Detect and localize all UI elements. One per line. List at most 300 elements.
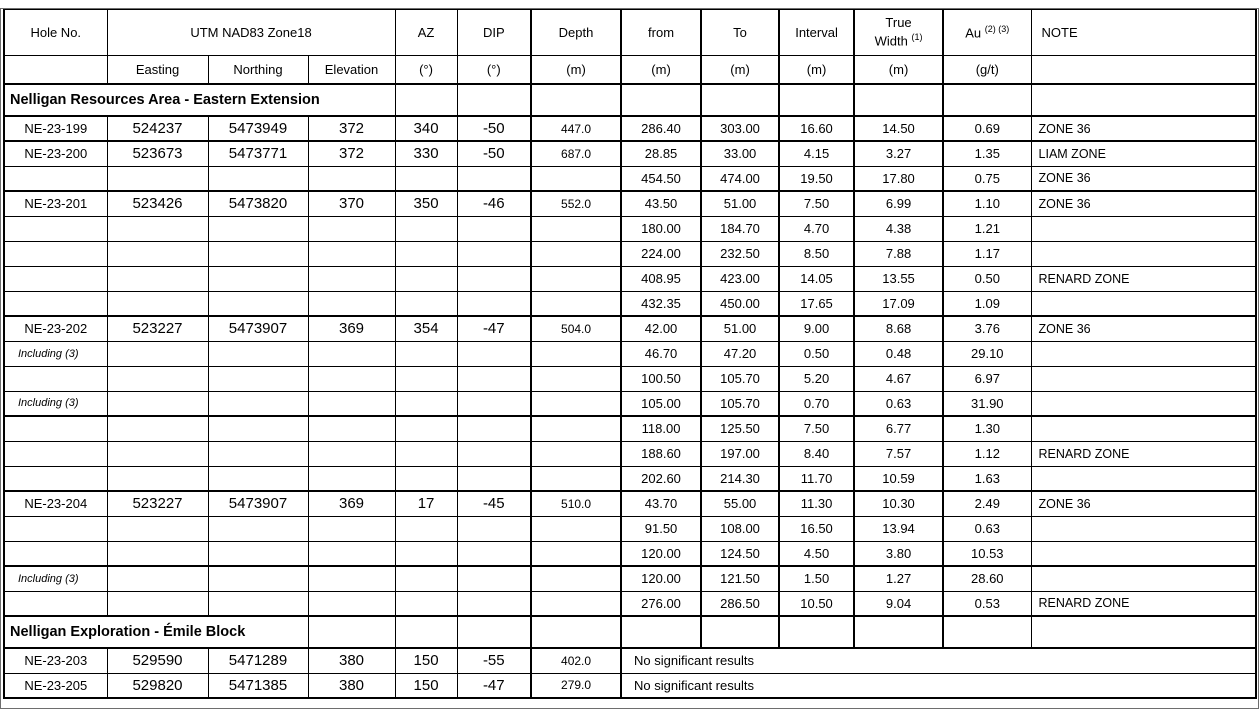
table-row xyxy=(4,266,1256,291)
header-row-units xyxy=(4,55,1256,84)
cell-az: 350 xyxy=(395,191,457,216)
cell-note: ZONE 36 xyxy=(1031,316,1256,341)
header-dip: DIP xyxy=(457,9,531,55)
cell-interval: 4.15 xyxy=(779,141,854,166)
table-header xyxy=(4,9,1256,84)
cell-au: 1.35 xyxy=(943,141,1031,166)
cell-az xyxy=(395,416,457,441)
cell-dip xyxy=(457,266,531,291)
cell-easting xyxy=(107,416,208,441)
cell-to: 303.00 xyxy=(701,116,779,141)
section-title: Nelligan Resources Area - Eastern Extension xyxy=(4,84,395,116)
cell-elevation xyxy=(308,541,395,566)
cell-elevation xyxy=(308,416,395,441)
cell-dip xyxy=(457,391,531,416)
cell-az: 330 xyxy=(395,141,457,166)
table-body xyxy=(4,84,1256,698)
cell-true_width: 10.30 xyxy=(854,491,943,516)
cell-dip xyxy=(457,166,531,191)
cell-hole xyxy=(4,441,107,466)
cell-to: 474.00 xyxy=(701,166,779,191)
cell-az xyxy=(395,516,457,541)
cell-note: ZONE 36 xyxy=(1031,191,1256,216)
cell-note: RENARD ZONE xyxy=(1031,591,1256,616)
header-hole-no-spacer xyxy=(4,55,107,84)
cell-to: 47.20 xyxy=(701,341,779,366)
cell-to: 450.00 xyxy=(701,291,779,316)
header-to: To xyxy=(701,9,779,55)
cell-dip: -47 xyxy=(457,673,531,698)
cell-note xyxy=(1031,291,1256,316)
cell-au: 31.90 xyxy=(943,391,1031,416)
table-row xyxy=(4,391,1256,416)
cell-elevation: 369 xyxy=(308,316,395,341)
section-empty-cell xyxy=(621,84,701,116)
header-easting: Easting xyxy=(107,55,208,84)
cell-from: 432.35 xyxy=(621,291,701,316)
table-row xyxy=(4,291,1256,316)
cell-dip xyxy=(457,216,531,241)
cell-northing: 5473820 xyxy=(208,191,308,216)
unit-true-width-m: (m) xyxy=(854,55,943,84)
cell-elevation xyxy=(308,266,395,291)
section-empty-cell xyxy=(395,84,457,116)
cell-from: 91.50 xyxy=(621,516,701,541)
cell-true_width: 13.94 xyxy=(854,516,943,541)
cell-interval: 19.50 xyxy=(779,166,854,191)
table-row xyxy=(4,491,1256,516)
cell-northing xyxy=(208,391,308,416)
cell-elevation xyxy=(308,591,395,616)
header-true-width xyxy=(854,9,943,55)
cell-hole xyxy=(4,216,107,241)
cell-au: 0.50 xyxy=(943,266,1031,291)
cell-interval: 5.20 xyxy=(779,366,854,391)
cell-northing xyxy=(208,541,308,566)
cell-from: 120.00 xyxy=(621,566,701,591)
table-row xyxy=(4,516,1256,541)
cell-interval: 8.40 xyxy=(779,441,854,466)
cell-hole xyxy=(4,416,107,441)
table-row xyxy=(4,141,1256,166)
cell-from: 100.50 xyxy=(621,366,701,391)
cell-easting xyxy=(107,366,208,391)
cell-easting xyxy=(107,391,208,416)
section-empty-cell xyxy=(701,616,779,648)
cell-northing xyxy=(208,566,308,591)
cell-az: 340 xyxy=(395,116,457,141)
cell-depth: 552.0 xyxy=(531,191,621,216)
cell-hole: Including (3) xyxy=(4,566,107,591)
cell-au: 29.10 xyxy=(943,341,1031,366)
cell-az xyxy=(395,366,457,391)
cell-northing: 5473907 xyxy=(208,491,308,516)
cell-true_width: 0.48 xyxy=(854,341,943,366)
cell-dip xyxy=(457,516,531,541)
table-row xyxy=(4,216,1256,241)
cell-to: 33.00 xyxy=(701,141,779,166)
cell-elevation xyxy=(308,441,395,466)
cell-az: 150 xyxy=(395,648,457,673)
table-row xyxy=(4,673,1256,698)
cell-true_width: 4.38 xyxy=(854,216,943,241)
cell-depth: 279.0 xyxy=(531,673,621,698)
section-empty-cell xyxy=(854,84,943,116)
cell-true_width: 8.68 xyxy=(854,316,943,341)
cell-no-significant-results: No significant results xyxy=(621,673,1256,698)
cell-northing xyxy=(208,241,308,266)
header-depth: Depth xyxy=(531,9,621,55)
table-row xyxy=(4,341,1256,366)
cell-elevation xyxy=(308,341,395,366)
cell-au: 1.30 xyxy=(943,416,1031,441)
cell-dip xyxy=(457,591,531,616)
au-footnote: (2) (3) xyxy=(984,24,1010,35)
cell-northing xyxy=(208,516,308,541)
table-row xyxy=(4,316,1256,341)
section-empty-cell xyxy=(1031,84,1256,116)
cell-depth xyxy=(531,416,621,441)
cell-elevation xyxy=(308,566,395,591)
cell-from: 118.00 xyxy=(621,416,701,441)
cell-to: 51.00 xyxy=(701,316,779,341)
cell-northing xyxy=(208,266,308,291)
table-row xyxy=(4,366,1256,391)
cell-hole xyxy=(4,541,107,566)
cell-interval: 4.70 xyxy=(779,216,854,241)
cell-note xyxy=(1031,466,1256,491)
cell-northing: 5473771 xyxy=(208,141,308,166)
cell-from: 276.00 xyxy=(621,591,701,616)
table-row xyxy=(4,116,1256,141)
section-empty-cell xyxy=(395,616,457,648)
cell-note xyxy=(1031,241,1256,266)
cell-depth: 687.0 xyxy=(531,141,621,166)
cell-to: 184.70 xyxy=(701,216,779,241)
section-empty-cell xyxy=(531,84,621,116)
cell-au: 1.09 xyxy=(943,291,1031,316)
cell-easting xyxy=(107,516,208,541)
cell-interval: 11.30 xyxy=(779,491,854,516)
cell-depth xyxy=(531,516,621,541)
cell-hole: NE-23-199 xyxy=(4,116,107,141)
section-empty-cell xyxy=(779,616,854,648)
cell-note: LIAM ZONE xyxy=(1031,141,1256,166)
cell-hole xyxy=(4,266,107,291)
cell-depth xyxy=(531,266,621,291)
cell-au: 1.17 xyxy=(943,241,1031,266)
cell-elevation xyxy=(308,466,395,491)
header-from: from xyxy=(621,9,701,55)
cell-to: 286.50 xyxy=(701,591,779,616)
cell-to: 214.30 xyxy=(701,466,779,491)
cell-northing xyxy=(208,591,308,616)
cell-true_width: 7.57 xyxy=(854,441,943,466)
cell-dip xyxy=(457,291,531,316)
cell-az xyxy=(395,566,457,591)
cell-northing xyxy=(208,441,308,466)
cell-dip: -55 xyxy=(457,648,531,673)
cell-dip: -50 xyxy=(457,141,531,166)
cell-easting xyxy=(107,441,208,466)
cell-note xyxy=(1031,341,1256,366)
cell-easting: 523673 xyxy=(107,141,208,166)
cell-az: 17 xyxy=(395,491,457,516)
cell-from: 408.95 xyxy=(621,266,701,291)
cell-depth xyxy=(531,591,621,616)
cell-true_width: 14.50 xyxy=(854,116,943,141)
cell-interval: 11.70 xyxy=(779,466,854,491)
cell-easting xyxy=(107,466,208,491)
cell-interval: 10.50 xyxy=(779,591,854,616)
cell-from: 120.00 xyxy=(621,541,701,566)
table-row xyxy=(4,441,1256,466)
section-header-row xyxy=(4,84,1256,116)
cell-hole: NE-23-203 xyxy=(4,648,107,673)
cell-note: ZONE 36 xyxy=(1031,166,1256,191)
cell-elevation xyxy=(308,366,395,391)
section-empty-cell xyxy=(943,616,1031,648)
table-row xyxy=(4,541,1256,566)
cell-depth xyxy=(531,541,621,566)
cell-note xyxy=(1031,516,1256,541)
cell-au: 0.69 xyxy=(943,116,1031,141)
cell-elevation xyxy=(308,516,395,541)
cell-dip xyxy=(457,566,531,591)
cell-true_width: 3.27 xyxy=(854,141,943,166)
cell-au: 0.53 xyxy=(943,591,1031,616)
section-empty-cell xyxy=(854,616,943,648)
unit-interval-m: (m) xyxy=(779,55,854,84)
header-row-main xyxy=(4,9,1256,55)
cell-northing xyxy=(208,291,308,316)
cell-note: RENARD ZONE xyxy=(1031,441,1256,466)
cell-au: 1.21 xyxy=(943,216,1031,241)
header-au: Au $^{(2) (3)}$ xyxy=(943,9,1031,55)
unit-au-gt: (g/t) xyxy=(943,55,1031,84)
cell-elevation xyxy=(308,216,395,241)
cell-interval: 14.05 xyxy=(779,266,854,291)
cell-az xyxy=(395,241,457,266)
cell-note xyxy=(1031,216,1256,241)
cell-to: 232.50 xyxy=(701,241,779,266)
cell-interval: 1.50 xyxy=(779,566,854,591)
cell-to: 51.00 xyxy=(701,191,779,216)
cell-easting xyxy=(107,241,208,266)
cell-dip xyxy=(457,366,531,391)
cell-elevation xyxy=(308,241,395,266)
cell-hole xyxy=(4,366,107,391)
section-title: Nelligan Exploration - Émile Block xyxy=(4,616,308,648)
cell-depth xyxy=(531,441,621,466)
cell-depth xyxy=(531,366,621,391)
cell-interval: 16.50 xyxy=(779,516,854,541)
cell-northing: 5471385 xyxy=(208,673,308,698)
cell-true_width: 9.04 xyxy=(854,591,943,616)
cell-easting xyxy=(107,166,208,191)
cell-az xyxy=(395,216,457,241)
cell-easting: 523227 xyxy=(107,491,208,516)
header-note-spacer xyxy=(1031,55,1256,84)
cell-depth: 402.0 xyxy=(531,648,621,673)
cell-au: 1.63 xyxy=(943,466,1031,491)
section-empty-cell xyxy=(943,84,1031,116)
section-empty-cell xyxy=(621,616,701,648)
cell-elevation: 372 xyxy=(308,141,395,166)
section-empty-cell xyxy=(308,616,395,648)
section-empty-cell xyxy=(1031,616,1256,648)
cell-interval: 4.50 xyxy=(779,541,854,566)
cell-dip xyxy=(457,416,531,441)
cell-interval: 9.00 xyxy=(779,316,854,341)
drill-results-table xyxy=(3,8,1257,699)
cell-interval: 0.50 xyxy=(779,341,854,366)
table-row xyxy=(4,648,1256,673)
cell-interval: 8.50 xyxy=(779,241,854,266)
cell-hole: NE-23-201 xyxy=(4,191,107,216)
cell-to: 105.70 xyxy=(701,391,779,416)
header-hole-no: Hole No. xyxy=(4,9,107,55)
true-width-footnote: (1) xyxy=(911,31,923,42)
header-utm-group: UTM NAD83 Zone18 xyxy=(107,9,395,55)
cell-interval: 7.50 xyxy=(779,191,854,216)
cell-to: 423.00 xyxy=(701,266,779,291)
cell-easting: 523426 xyxy=(107,191,208,216)
cell-dip: -45 xyxy=(457,491,531,516)
cell-au: 28.60 xyxy=(943,566,1031,591)
cell-no-significant-results: No significant results xyxy=(621,648,1256,673)
cell-to: 124.50 xyxy=(701,541,779,566)
cell-hole xyxy=(4,291,107,316)
cell-elevation: 380 xyxy=(308,648,395,673)
cell-note xyxy=(1031,416,1256,441)
cell-from: 28.85 xyxy=(621,141,701,166)
cell-note: RENARD ZONE xyxy=(1031,266,1256,291)
cell-note: ZONE 36 xyxy=(1031,116,1256,141)
cell-note xyxy=(1031,566,1256,591)
cell-hole: NE-23-202 xyxy=(4,316,107,341)
cell-interval: 16.60 xyxy=(779,116,854,141)
cell-az xyxy=(395,391,457,416)
cell-northing: 5473949 xyxy=(208,116,308,141)
cell-from: 454.50 xyxy=(621,166,701,191)
cell-az xyxy=(395,466,457,491)
cell-az xyxy=(395,291,457,316)
cell-easting xyxy=(107,541,208,566)
cell-from: 224.00 xyxy=(621,241,701,266)
true-width-line2: Width $^{(1)}$ xyxy=(874,31,923,48)
table-row xyxy=(4,191,1256,216)
cell-easting: 529820 xyxy=(107,673,208,698)
cell-depth xyxy=(531,391,621,416)
cell-from: 180.00 xyxy=(621,216,701,241)
cell-az xyxy=(395,591,457,616)
unit-dip-deg: (°) xyxy=(457,55,531,84)
cell-from: 105.00 xyxy=(621,391,701,416)
section-empty-cell xyxy=(457,84,531,116)
cell-az: 354 xyxy=(395,316,457,341)
cell-to: 55.00 xyxy=(701,491,779,516)
section-empty-cell xyxy=(531,616,621,648)
cell-interval: 17.65 xyxy=(779,291,854,316)
cell-elevation: 380 xyxy=(308,673,395,698)
cell-az: 150 xyxy=(395,673,457,698)
section-empty-cell xyxy=(779,84,854,116)
table-row xyxy=(4,566,1256,591)
cell-interval: 0.70 xyxy=(779,391,854,416)
cell-au: 0.75 xyxy=(943,166,1031,191)
cell-dip xyxy=(457,341,531,366)
cell-from: 286.40 xyxy=(621,116,701,141)
unit-depth-m: (m) xyxy=(531,55,621,84)
cell-from: 43.70 xyxy=(621,491,701,516)
cell-true_width: 1.27 xyxy=(854,566,943,591)
header-note: NOTE xyxy=(1031,9,1256,55)
cell-true_width: 17.09 xyxy=(854,291,943,316)
cell-true_width: 3.80 xyxy=(854,541,943,566)
cell-true_width: 6.77 xyxy=(854,416,943,441)
cell-depth xyxy=(531,466,621,491)
cell-note xyxy=(1031,391,1256,416)
cell-northing xyxy=(208,366,308,391)
cell-to: 108.00 xyxy=(701,516,779,541)
cell-from: 42.00 xyxy=(621,316,701,341)
cell-dip: -46 xyxy=(457,191,531,216)
cell-au: 2.49 xyxy=(943,491,1031,516)
cell-depth xyxy=(531,241,621,266)
table-row xyxy=(4,241,1256,266)
true-width-line1: True xyxy=(885,15,912,31)
table-row xyxy=(4,416,1256,441)
cell-hole xyxy=(4,241,107,266)
cell-easting xyxy=(107,291,208,316)
cell-easting xyxy=(107,566,208,591)
cell-true_width: 7.88 xyxy=(854,241,943,266)
cell-hole: NE-23-205 xyxy=(4,673,107,698)
cell-note xyxy=(1031,541,1256,566)
cell-hole: Including (3) xyxy=(4,341,107,366)
cell-au: 0.63 xyxy=(943,516,1031,541)
cell-northing xyxy=(208,216,308,241)
cell-easting: 524237 xyxy=(107,116,208,141)
cell-hole xyxy=(4,166,107,191)
cell-elevation: 369 xyxy=(308,491,395,516)
header-az: AZ xyxy=(395,9,457,55)
cell-depth xyxy=(531,166,621,191)
cell-to: 121.50 xyxy=(701,566,779,591)
cell-true_width: 4.67 xyxy=(854,366,943,391)
cell-to: 125.50 xyxy=(701,416,779,441)
cell-depth: 504.0 xyxy=(531,316,621,341)
cell-dip xyxy=(457,466,531,491)
cell-dip xyxy=(457,541,531,566)
header-northing: Northing xyxy=(208,55,308,84)
cell-depth xyxy=(531,291,621,316)
cell-az xyxy=(395,441,457,466)
cell-note xyxy=(1031,366,1256,391)
cell-easting xyxy=(107,216,208,241)
cell-easting: 523227 xyxy=(107,316,208,341)
section-empty-cell xyxy=(457,616,531,648)
header-elevation: Elevation xyxy=(308,55,395,84)
cell-easting: 529590 xyxy=(107,648,208,673)
cell-depth xyxy=(531,341,621,366)
cell-elevation: 372 xyxy=(308,116,395,141)
cell-hole xyxy=(4,591,107,616)
cell-az xyxy=(395,166,457,191)
section-empty-cell xyxy=(701,84,779,116)
cell-from: 46.70 xyxy=(621,341,701,366)
